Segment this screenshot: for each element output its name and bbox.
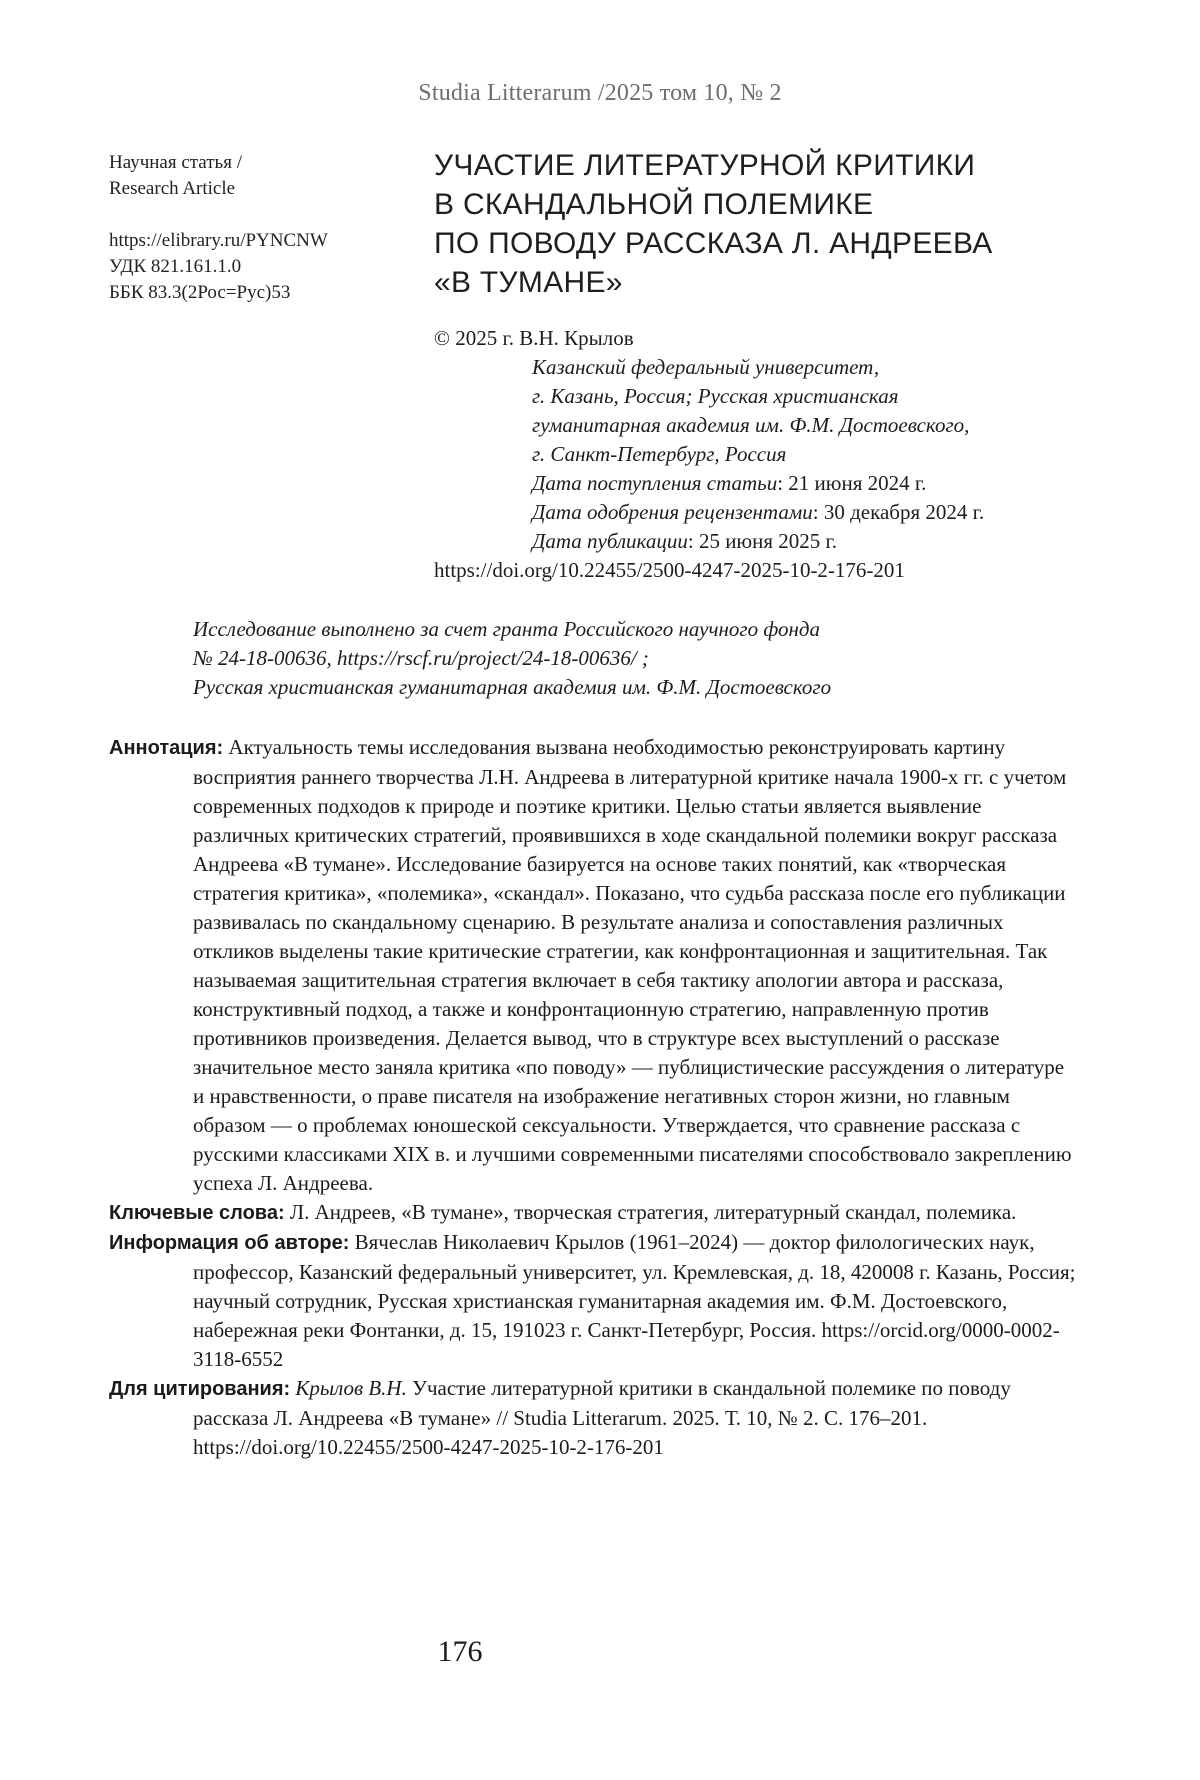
date-value: : 30 декабря 2024 г. xyxy=(812,500,985,524)
abstract-paragraph xyxy=(109,733,1079,1198)
affiliation-line: гуманитарная академия им. Ф.М. Достоевского, xyxy=(532,413,970,437)
page-number: 176 xyxy=(437,1635,483,1668)
author-info-text: Вячеслав Николаевич Крылов (1961–2024) — доктор филологических наук, профессор, Казанский федеральный университет, ул. Кремлевская, д. 18, 420008 г. Казань, Россия; научный сотрудник, Русская христианская гуманитарная академия им. Ф.М. Достоевского, набережная реки Фонтанки, д. 15, 191023 г. Санкт-Петербург, Россия. https://orcid.org/0000-0002-3118-6552 xyxy=(193,1230,1076,1371)
date-published xyxy=(532,527,1134,556)
bbk-code: ББК 83.3(2Рос=Рус)53 xyxy=(109,282,291,303)
funding-line: Русская христианская гуманитарная академия им. Ф.М. Достоевского xyxy=(193,675,832,699)
copyright-author: © 2025 г. В.Н. Крылов xyxy=(434,326,634,350)
article-type-en: Research Article xyxy=(109,178,236,199)
article-title xyxy=(434,146,1134,302)
keywords-paragraph xyxy=(109,1198,1079,1228)
date-label: Дата поступления статьи xyxy=(532,471,778,495)
author-affiliation xyxy=(532,353,1134,469)
funding-note xyxy=(193,615,1093,702)
article-identifiers xyxy=(109,228,409,306)
abstract-label: Аннотация: xyxy=(109,737,224,759)
date-value: : 25 июня 2025 г. xyxy=(687,529,838,553)
affiliation-line: Казанский федеральный университет, xyxy=(532,355,880,379)
author-info-paragraph xyxy=(109,1228,1079,1374)
title-line: ПО ПОВОДУ РАССКАЗА Л. АНДРЕЕВА xyxy=(434,227,993,260)
date-label: Дата одобрения рецензентами xyxy=(532,500,813,524)
citation-label: Для цитирования: xyxy=(109,1378,291,1400)
title-line: В СКАНДАЛЬНОЙ ПОЛЕМИКЕ xyxy=(434,188,874,221)
article-dates xyxy=(532,469,1134,556)
doi-link[interactable]: https://doi.org/10.22455/2500-4247-2025-10-2-176-201 xyxy=(434,558,905,582)
abstract-section xyxy=(109,733,1079,1462)
affiliation-line: г. Санкт-Петербург, Россия xyxy=(532,442,787,466)
udc-code: УДК 821.161.1.0 xyxy=(109,256,242,277)
journal-running-head: Studia Litterarum /2025 том 10, № 2 xyxy=(418,80,782,106)
affiliation-line: г. Казань, Россия; Русская христианская xyxy=(532,384,899,408)
date-label: Дата публикации xyxy=(532,529,688,553)
keywords-text: Л. Андреев, «В тумане», творческая стратегия, литературный скандал, полемика. xyxy=(289,1200,1017,1224)
date-approved xyxy=(532,498,1134,527)
author-block xyxy=(434,324,1134,585)
title-line: «В ТУМАНЕ» xyxy=(434,266,623,299)
citation-text: Участие литературной критики в скандальной полемике по поводу рассказа Л. Андреева «В тумане» // Studia Litterarum. 2025. Т. 10, № 2. С. 176–201. https://doi.org/10.22455/2500-4247-2025-10-2-176-201 xyxy=(193,1376,1011,1459)
article-type xyxy=(109,150,409,202)
author-info-label: Информация об авторе: xyxy=(109,1232,350,1254)
funding-line: № 24-18-00636, https://rscf.ru/project/24-18-00636/ ; xyxy=(193,646,649,670)
citation-paragraph xyxy=(109,1374,1079,1462)
article-metadata xyxy=(109,150,409,306)
date-received xyxy=(532,469,1134,498)
citation-author: Крылов В.Н. xyxy=(295,1376,407,1400)
elibrary-link[interactable]: https://elibrary.ru/PYNCNW xyxy=(109,230,328,251)
title-line: УЧАСТИЕ ЛИТЕРАТУРНОЙ КРИТИКИ xyxy=(434,149,976,182)
funding-line: Исследование выполнено за счет гранта Российского научного фонда xyxy=(193,617,821,641)
keywords-label: Ключевые слова: xyxy=(109,1202,285,1224)
article-type-ru: Научная статья / xyxy=(109,152,242,173)
date-value: : 21 июня 2024 г. xyxy=(777,471,927,495)
abstract-text: Актуальность темы исследования вызвана необходимостью реконструировать картину восприятия раннего творчества Л.Н. Андреева в литературной критике начала 1900-х гг. с учетом современных подходов к природе и поэтике критики. Целью статьи является выявление различных критических стратегий, проявившихся в ходе скандальной полемики вокруг рассказа Андреева «В тумане». Исследование базируется на основе таких понятий, как «творческая стратегия критика», «полемика», «скандал». Показано, что судьба рассказа после его публикации развивалась по скандальному сценарию. В результате анализа и сопоставления различных откликов выделены такие критические стратегии, как конфронтационная и защитительная. Так называемая защитительная стратегия включает в себя тактику апологии автора и рассказа, конструктивный подход, а также и конфронтационную стратегию, направленную против противников произведения. Делается вывод, что в структуре всех выступлений о рассказе значительное место заняла критика «по поводу» — публицистические рассуждения о литературе и нравственности, о праве писателя на изображение негативных сторон жизни, но главным образом — о проблемах юношеской сексуальности. Утверждается, что сравнение рассказа с русскими классиками XIX в. и лучшими современными писателями способствовало закреплению успеха Л. Андреева. xyxy=(193,735,1072,1195)
